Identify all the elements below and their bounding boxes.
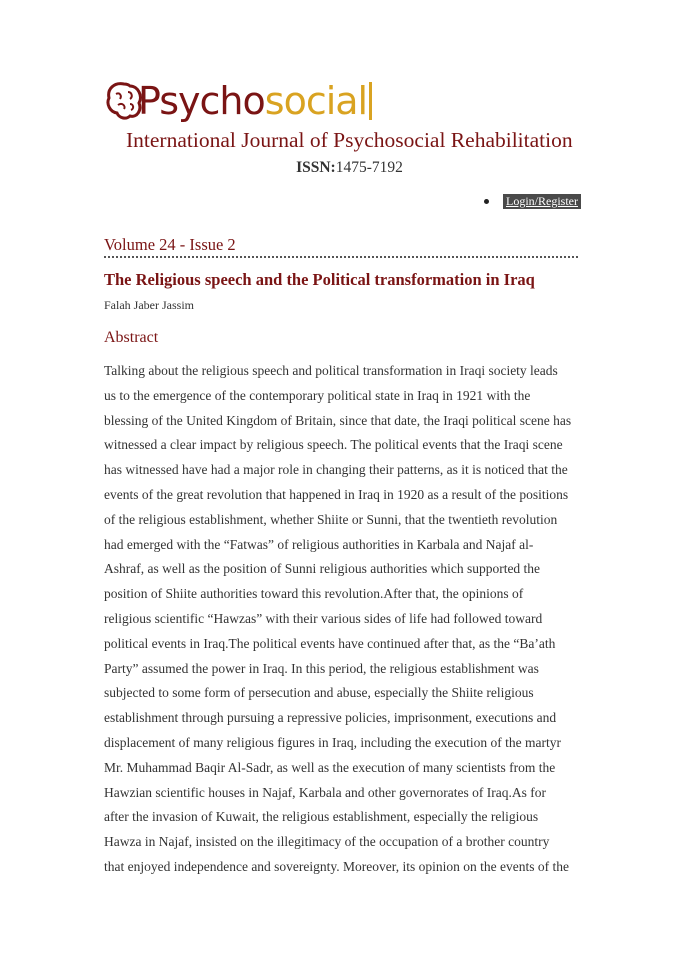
- abstract-line: Talking about the religious speech and political transformation in Iraqi society leads: [104, 363, 558, 378]
- volume-issue-heading[interactable]: Volume 24 - Issue 2: [104, 235, 578, 258]
- abstract-line: subjected to some form of persecution and abuse, especially the Shiite religious: [104, 685, 534, 701]
- nav-menu: [484, 194, 581, 209]
- abstract-line: Ashraf, as well as the position of Sunni religious authorities which supported the: [104, 561, 541, 577]
- abstract-line: blessing of the United Kingdom of Britain, since that date, the Iraqi political scene has: [104, 412, 572, 428]
- logo-psycho: Psycho: [138, 79, 265, 123]
- bullet-icon: [484, 199, 489, 204]
- article-author: Falah Jaber Jassim: [104, 298, 194, 312]
- abstract-line: of the religious establishment, whether Shiite or Sunni, that the twentieth revolution: [104, 511, 558, 527]
- abstract-line: after the invasion of Kuwait, the religious establishment, especially the religious: [104, 809, 539, 825]
- abstract-text: [104, 359, 580, 880]
- logo-social: social: [264, 79, 368, 123]
- journal-logo[interactable]: [104, 80, 372, 122]
- logo-wordmark: [138, 80, 367, 122]
- logo-bar: [369, 82, 372, 120]
- journal-title: International Journal of Psychosocial Rehabilitation: [126, 128, 573, 152]
- abstract-line: political events in Iraq.The political events have continued after that, as the “Ba’ath: [104, 635, 556, 651]
- abstract-line: displacement of many religious figures in Iraq, including the execution of the martyr: [104, 734, 561, 750]
- abstract-line: Mr. Muhammad Baqir Al-Sadr, as well as the execution of many scientists from the: [104, 759, 556, 775]
- abstract-line: events of the great revolution that happened in Iraq in 1920 as a result of the positions: [104, 486, 569, 502]
- abstract-heading: Abstract: [104, 329, 159, 346]
- abstract-line: witnessed a clear impact by religious speech. The political events that the Iraqi scene: [104, 437, 563, 453]
- abstract-line: Hawza in Najaf, insisted on the illegitimacy of the occupation of a brother country: [104, 834, 550, 850]
- abstract-line: establishment through pursuing a repressive policies, imprisonment, executions and: [104, 710, 557, 726]
- article-title: The Religious speech and the Political transformation in Iraq: [104, 270, 535, 289]
- issn: [0, 159, 679, 177]
- abstract-line: religious scientific “Hawzas” with their various sides of life had followed toward: [104, 610, 543, 626]
- issn-value: 1475-7192: [335, 159, 403, 176]
- abstract-line: us to the emergence of the contemporary political state in Iraq in 1921 with the: [104, 387, 531, 403]
- login-register-link[interactable]: Login/Register: [503, 194, 581, 209]
- abstract-line: Hawzian scientific houses in Najaf, Karbala and other governorates of Iraq.As for: [104, 784, 546, 800]
- issn-label: ISSN:: [296, 159, 336, 176]
- abstract-line: had emerged with the “Fatwas” of religious authorities in Karbala and Najaf al-: [104, 536, 534, 552]
- abstract-line: Party” assumed the power in Iraq. In this period, the religious establishment was: [104, 660, 539, 676]
- abstract-line: that enjoyed independence and sovereignty. Moreover, its opinion on the events of the: [104, 858, 569, 874]
- abstract-line: position of Shiite authorities toward this revolution.After that, the opinions of: [104, 586, 524, 602]
- abstract-line: has witnessed have had a major role in changing their patterns, as it is noticed that the: [104, 462, 568, 478]
